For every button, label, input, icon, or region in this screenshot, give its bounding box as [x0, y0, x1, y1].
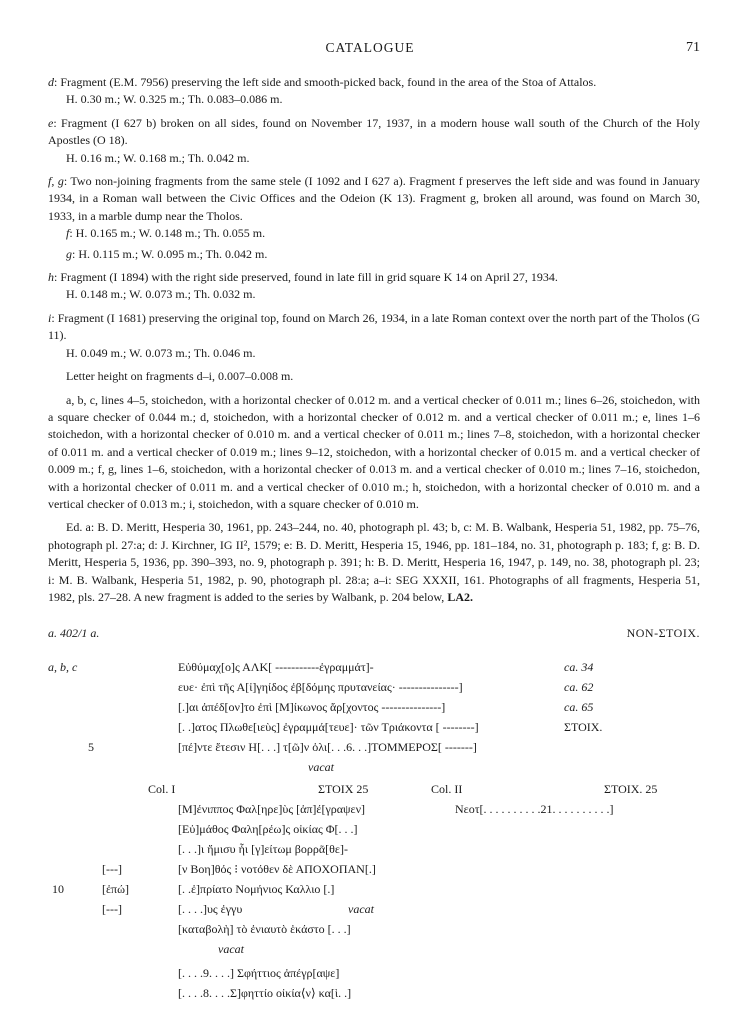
- inscription-line: [. .]ατος Πλωθε[ιεὺς] ἐγραμμά[τευε]· τῶν Τριάκοντα [ --------] ΣΤΟΙΧ.: [178, 720, 603, 734]
- column-1-stoich: ΣΤΟΙΧ 25: [318, 782, 369, 796]
- fragment-i-measurements: H. 0.049 m.; W. 0.073 m.; Th. 0.046 m.: [66, 345, 256, 360]
- page-header: [40, 40, 700, 60]
- fragment-d-measurements: H. 0.30 m.; W. 0.325 m.; Th. 0.083–0.086 m.: [66, 92, 283, 107]
- date-label: a. 402/1 a.: [48, 626, 100, 640]
- col1-line: [---] [ν Βοη]θός ⁝ νοτόθεν δὲ ΑΠΟΧΟΠΑΝ[.]: [102, 862, 376, 876]
- inscription-line: 5 [πέ]ντε ἔτεσιν Η[. . .] τ[ῶ]ν ὀλι[. . .6. . .]ΤΟΜΜΕΡΟΣ[ -------]: [88, 740, 477, 754]
- inscription-line: a, b, c Εὐθύμαχ[ο]ς ΑΛΚ[ -----------ἐγραμμάτ]- ca. 34: [48, 660, 594, 674]
- col1-line: [. . . .8. . . .Σ]φηττίο οἰκία⟨ν⟩ κα[ὶ. .]: [178, 986, 352, 1000]
- inscription-date: [48, 626, 700, 641]
- fragment-d-description: d: Fragment (E.M. 7956) preserving the left side and smooth-picked back, found in the area of the Stoa of Attalos.: [48, 75, 597, 89]
- fragment-fg-description: f, g: Two non-joining fragments from the same stele (I 1092 and I 627 a). Fragment f preserves the left side and was found in January 1934, in a Roman wall between the Civic Offices and the Odeion (K 13). Fragment g, broken all around, was found on March 30, 1933, in a marble dump near the Tholos.: [48, 174, 700, 223]
- col1-line: [. . . .9. . . .] Σφήττιος ἀπέγρ[αψε]: [178, 966, 340, 980]
- col1-line: 10 [ἐπώ] [. .ἐ]πρίατο Νομήνιος Καλλιο [.]: [52, 882, 335, 896]
- col1-line: [καταβολὴ] τὸ ἐνιαυτὸ ἑκάστο [. . .]: [178, 922, 351, 936]
- column-1-label: Col. I: [148, 782, 176, 796]
- inscription-line: [.]αι ἀπέδ[ον]το ἐπὶ [Μ]ίκωνος ἄρ[χοντος ---------------] ca. 65: [178, 700, 594, 714]
- fragment-h-description: h: Fragment (I 1894) with the right side preserved, found in late fill in grid square K 14 on April 27, 1934.: [48, 270, 558, 285]
- fragment-i-description: i: Fragment (I 1681) preserving the original top, found on March 26, 1934, in a late Roman context over the north part of the Tholos (G 11).: [48, 310, 700, 343]
- letter-height: Letter height on fragments d–i, 0.007–0.008 m.: [66, 369, 294, 384]
- fragment-f-measurements: f: H. 0.165 m.; W. 0.148 m.; Th. 0.055 m.: [66, 226, 266, 241]
- catalogue-body: [48, 74, 700, 612]
- col1-line: [. . .]ι ἥμισυ ἧι [γ]είτωμ βορρᾶ[θε]-: [178, 842, 348, 856]
- col1-vacat-line: vacat: [218, 942, 244, 956]
- vacat-line: vacat: [308, 760, 334, 774]
- non-stoich-label: NON-ΣΤΟΙΧ.: [626, 626, 700, 640]
- running-title: CATALOGUE: [325, 40, 415, 55]
- fragment-e-measurements: H. 0.16 m.; W. 0.168 m.; Th. 0.042 m.: [66, 150, 250, 165]
- stoichedon-notes: a, b, c, lines 4–5, stoichedon, with a horizontal checker of 0.012 m. and a vertical checker of 0.011 m.; lines 6–26, stoichedon, with a square checker of 0.044 m.; d, stoichedon, with a horizontal checker of 0.012 m. and a vertical checker of 0.011 m.; e, lines 1–6 stoichedon, with a horizontal checker of 0.010 m. and a vertical checker of 0.011 m.; lines 7–8, stoichedon, with a horizontal checker of 0.011 m. and a vertical checker of 0.019 m.; lines 9–12, stoichedon, with a horizontal checker of 0.015 m. and a vertical checker of 0.009 m.; f, g, lines 1–6, stoichedon, with a horizontal checker of 0.013 m. and a vertical checker of 0.010 m.; lines 7–16, stoichedon, with a horizontal checker of 0.011 m. and a vertical checker of 0.010 m.; h, stoichedon, with a horizontal checker of 0.010 m. and a vertical checker of 0.013 m.; i, stoichedon, with a square checker of 0.010 m.: [48, 392, 700, 511]
- column-2-stoich: ΣΤΟΙΧ. 25: [604, 782, 658, 796]
- fragment-g-measurements: g: H. 0.115 m.; W. 0.095 m.; Th. 0.042 m.: [66, 246, 268, 261]
- col1-line: [---] [. . . .]υς ἐγγυ vacat: [102, 902, 374, 916]
- col2-line: Νεοτ[. . . . . . . . . .21. . . . . . . . . .]: [455, 802, 614, 816]
- col1-line: [Μ]ένιππος Φαλ[ηρε]ὺς [ἀπ]έ[γραψεν] Νεοτ[. . . . . . . . . .21. . . . . . . . . .]: [178, 802, 614, 816]
- fragment-h-measurements: H. 0.148 m.; W. 0.073 m.; Th. 0.032 m.: [66, 287, 256, 302]
- editions-bibliography: Ed. a: B. D. Meritt, Hesperia 30, 1961, pp. 243–244, no. 40, photograph pl. 43; b, c: M. B. Walbank, Hesperia 51, 1982, pp. 75–76, photograph pl. 27:a; d: J. Kirchner, IG II², 1579; e: B. D. Meritt, Hesperia 15, 1946, pp. 181–184, no. 31, photograph p. 183; f, g: B. D. Meritt, Hesperia 5, 1936, pp. 390–393, no. 9, photograph p. 391; h: B. D. Meritt, Hesperia 16, 1947, p. 149, no. 38, photograph pl. 23; i: M. B. Walbank, Hesperia 51, 1982, p. 90, photograph pl. 28:a; a–i: SEG XXXII, 161. Photographs of all fragments, Hesperia 51, 1982, pls. 27–28. A new fragment is added to the series by Walbank, p. 204 below, LA2.: [48, 520, 700, 604]
- col1-line: [Εὐ]μάθος Φαλη[ρέω]ς οἰκίας Φ[. . .]: [178, 822, 358, 836]
- inscription-line: ευε· ἐπὶ τῆς Α[ἰ]γηίδος ἐβ[δόμης πρυτανείας· ---------------] ca. 62: [178, 680, 594, 694]
- fragment-e-description: e: Fragment (I 627 b) broken on all sides, found on November 17, 1937, in a modern house wall south of the Church of the Holy Apostles (O 18).: [48, 115, 700, 148]
- page-number: 71: [686, 40, 700, 55]
- column-2-label: Col. II: [431, 782, 463, 796]
